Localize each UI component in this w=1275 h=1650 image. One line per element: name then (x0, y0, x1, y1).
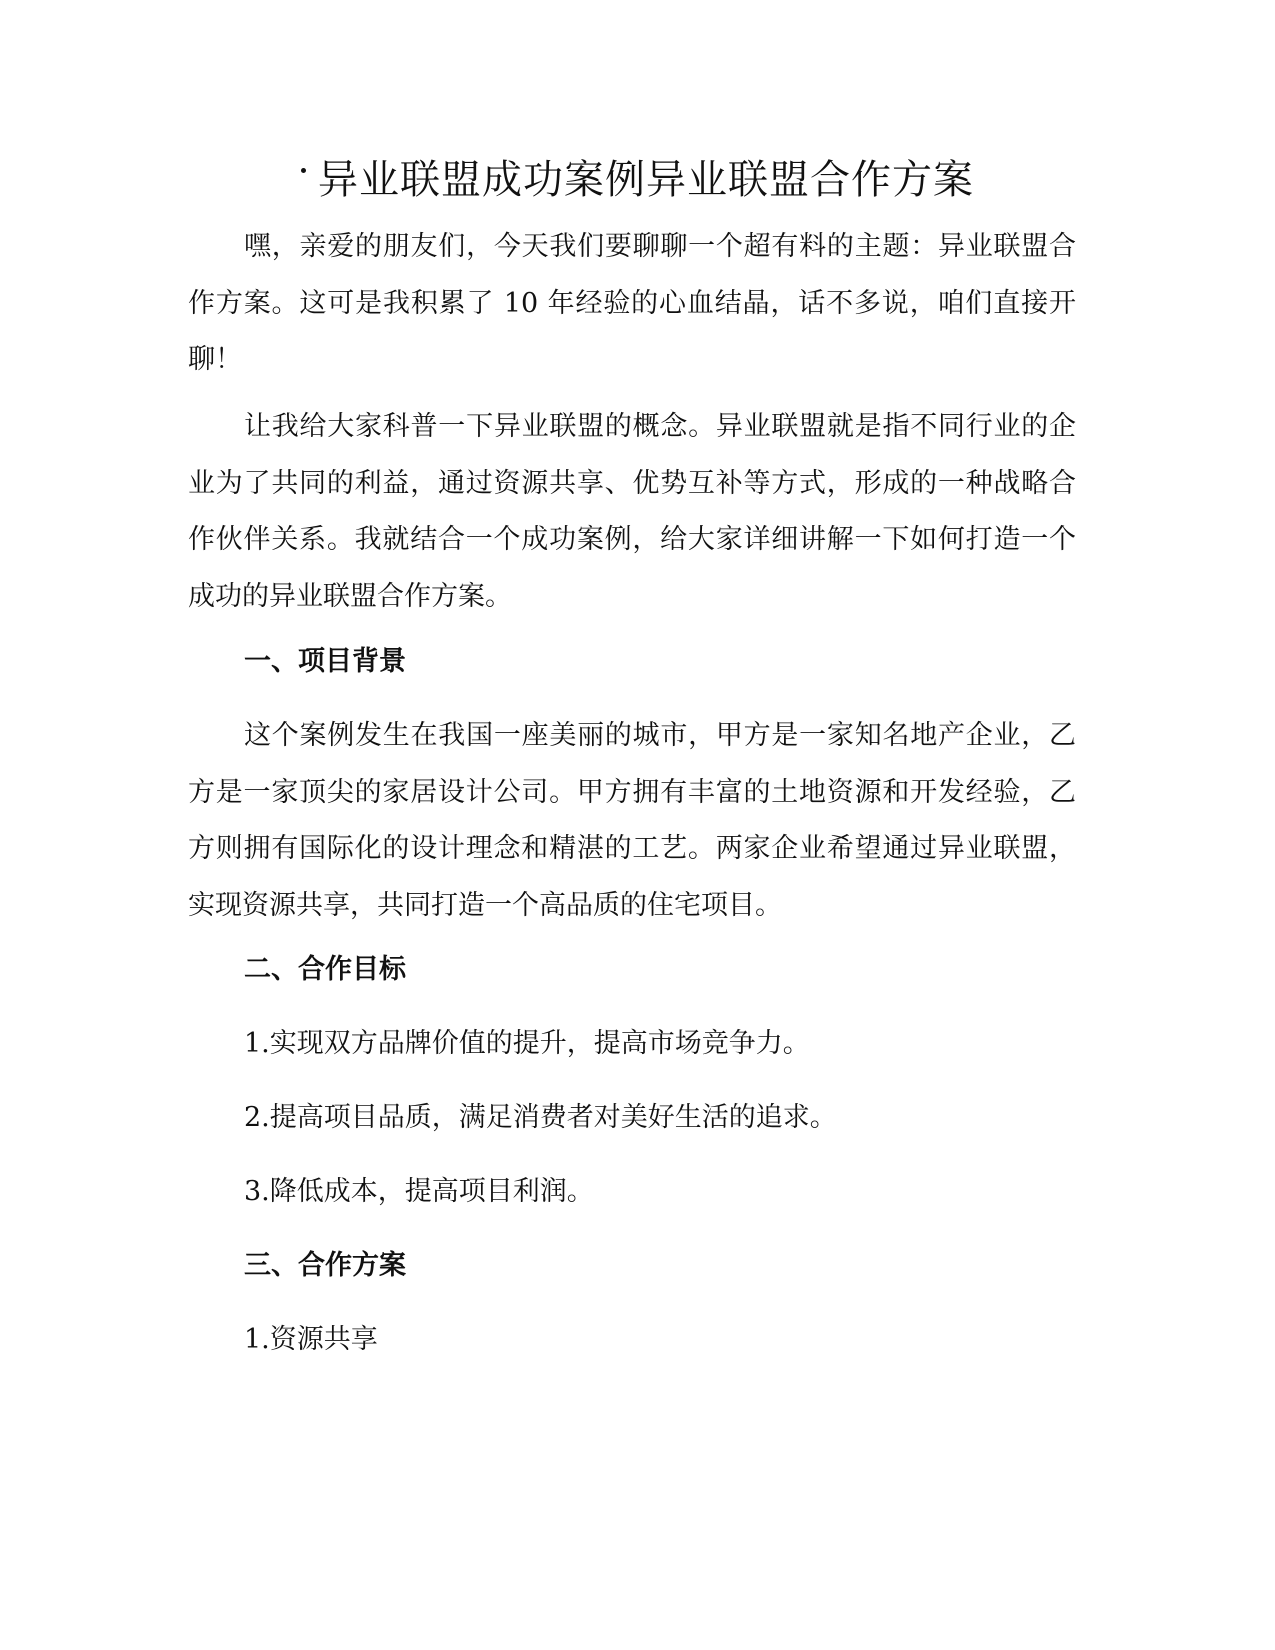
background-paragraph: 这个案例发生在我国一座美丽的城市，甲方是一家知名地产企业，乙方是一家顶尖的家居设计公司。甲方拥有丰富的土地资源和开发经验，乙方则拥有国际化的设计理念和精湛的工艺。两家企业希望通过异业联盟，实现资源共享，共同打造一个高品质的住宅项目。 (188, 720, 1076, 921)
concept-paragraph: 让我给大家科普一下异业联盟的概念。异业联盟就是指不同行业的企业为了共同的利益，通过资源共享、优势互补等方式，形成的一种战略合作伙伴关系。我就结合一个成功案例，给大家详细讲解一下如何打造一个成功的异业联盟合作方案。 (188, 411, 1076, 612)
goal-item: 2.提高项目品质，满足消费者对美好生活的追求。 (244, 1102, 837, 1133)
goal-item: 1.实现双方品牌价值的提升，提高市场竞争力。 (244, 1028, 810, 1059)
goal-item: 3.降低成本，提高项目利润。 (244, 1176, 594, 1207)
section-heading-goals: 二、合作目标 (244, 954, 406, 985)
title-bullet-dot (301, 168, 306, 173)
plan-item: 1.资源共享 (244, 1324, 378, 1355)
intro-paragraph: 嘿，亲爱的朋友们，今天我们要聊聊一个超有料的主题：异业联盟合作方案。这可是我积累了 10 年经验的心血结晶，话不多说，咱们直接开聊！ (188, 231, 1076, 375)
section-heading-background: 一、项目背景 (244, 646, 406, 677)
section-heading-plan: 三、合作方案 (244, 1250, 406, 1281)
document-title-row (0, 152, 1275, 208)
document-title: 异业联盟成功案例异业联盟合作方案 (318, 157, 974, 203)
